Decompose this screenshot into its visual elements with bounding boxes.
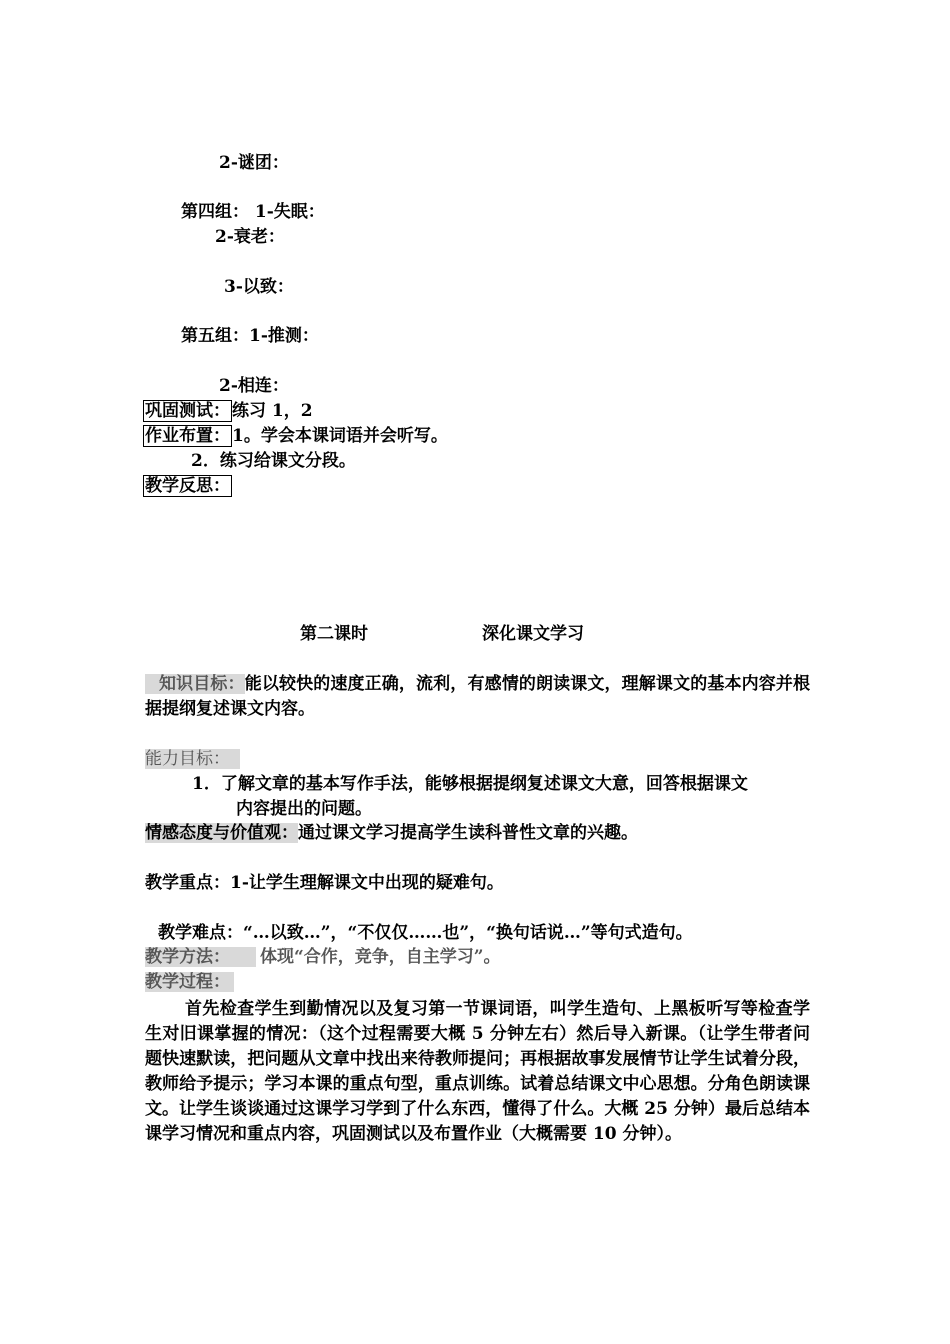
reflection-line bbox=[143, 475, 240, 497]
lesson2-title-left: 第二课时 bbox=[300, 624, 368, 644]
difficulty: 教学难点：“…以致…”，“不仅仅……也”，“换句话说…”等句式造句。 bbox=[158, 923, 693, 943]
homework-item-2: 2．练习给课文分段。 bbox=[191, 451, 356, 471]
emotion-goal-label: 情感态度与价值观： bbox=[145, 823, 298, 843]
homework-item-1: 1。学会本课词语并会听写。 bbox=[232, 426, 448, 446]
knowledge-goal-text: 能以较快的速度正确，流利，有感情的朗读课文，理解课文的基本内容并根据提纲复述课文内容。 bbox=[145, 674, 811, 719]
group3-item2: 2-谜团： bbox=[219, 153, 289, 173]
lesson2-title-right: 深化课文学习 bbox=[482, 624, 584, 644]
process-label: 教学过程： bbox=[145, 972, 234, 992]
key-points: 教学重点：1-让学生理解课文中出现的疑难句。 bbox=[145, 873, 504, 893]
group5-item1: 第五组：1-推测： bbox=[181, 326, 319, 346]
group5-item2: 2-相连： bbox=[219, 376, 289, 396]
process-paragraph: 首先检查学生到勤情况以及复习第一节课词语，叫学生造句、上黑板听写等检查学生对旧课掌握的情况：（这个过程需要大概 5 分钟左右）然后导入新课。（让学生带者问题快速默读，把问题从文章中找出来待教师提问；再根据故事发展情节让学生试着分段，教师给予提示；学习本课的重点句型，重点训练。试着总结课文中心思想。分角色朗读课文。让学生谈谈通过这课学习学到了什么东西，懂得了什么。大概 25 分钟）最后总结本课学习情况和重点内容，巩固测试以及布置作业（大概需要 10 分钟）。 bbox=[145, 999, 810, 1144]
emotion-goal-line bbox=[145, 822, 638, 844]
emotion-goal-text: 通过课文学习提高学生读科普性文章的兴趣。 bbox=[298, 823, 638, 843]
consolidation-label: 巩固测试： bbox=[145, 401, 230, 421]
ability-item-1-line1: 1．了解文章的基本写作手法，能够根据提纲复述课文大意，回答根据课文 bbox=[192, 774, 748, 794]
ability-goal-line bbox=[145, 748, 240, 770]
homework-label: 作业布置： bbox=[145, 426, 230, 446]
knowledge-goal bbox=[145, 672, 810, 722]
method-label: 教学方法： bbox=[145, 947, 256, 967]
group4-item1: 第四组： 1-失眠： bbox=[181, 202, 325, 222]
method-text: 体现“合作，竞争，自主学习”。 bbox=[260, 947, 501, 967]
consolidation-text: 练习 1，2 bbox=[232, 401, 313, 421]
knowledge-goal-label: 知识目标： bbox=[145, 674, 245, 694]
ability-item-1-line2: 内容提出的问题。 bbox=[236, 799, 372, 819]
group4-item2: 2-衰老： bbox=[215, 227, 285, 247]
consolidation-line bbox=[143, 400, 313, 422]
process-line bbox=[145, 971, 234, 993]
ability-goal-label: 能力目标： bbox=[145, 749, 240, 769]
homework-line bbox=[143, 425, 448, 447]
group4-item3: 3-以致： bbox=[224, 277, 294, 297]
method-line bbox=[145, 946, 501, 968]
reflection-label: 教学反思： bbox=[145, 476, 230, 496]
